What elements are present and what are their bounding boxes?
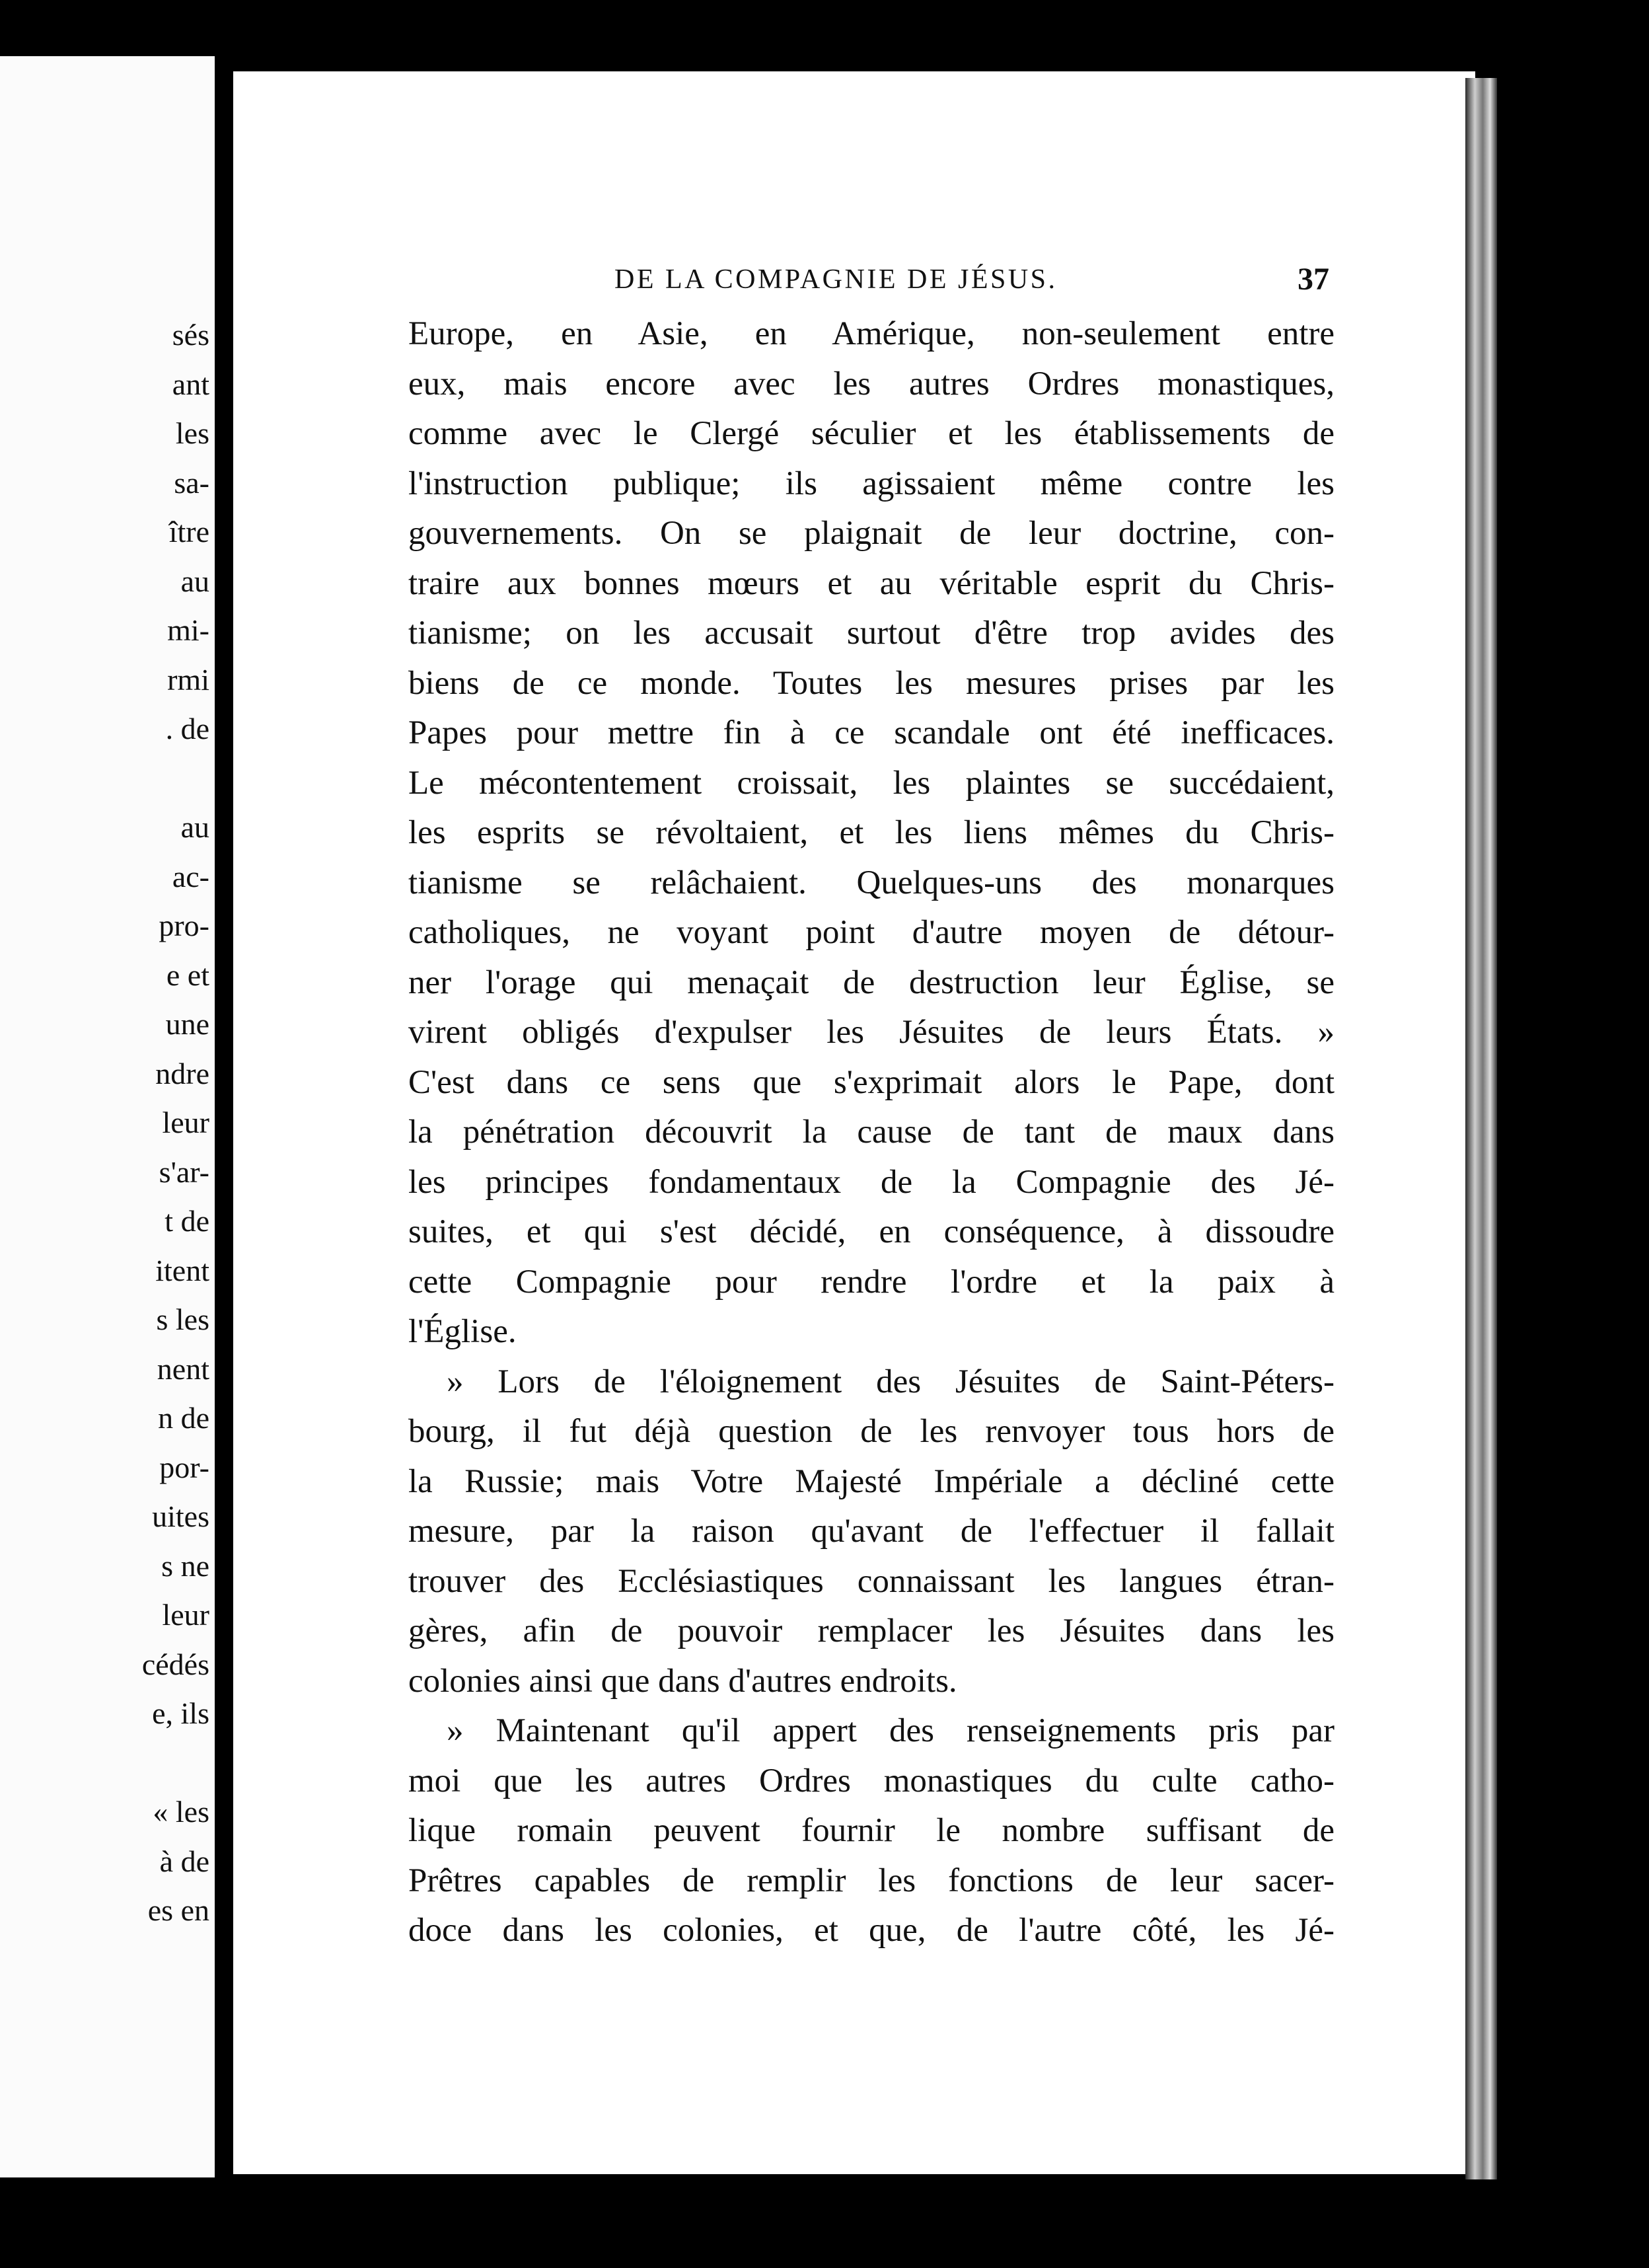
left-page-fragment: e, ils	[152, 1696, 209, 1730]
left-page-fragment: itent	[155, 1253, 209, 1287]
text-line: tianisme; on les accusait surtout d'être trop avides des	[408, 615, 1335, 652]
text-line: C'est dans ce sens que s'exprimait alors le Pape, dont	[408, 1063, 1335, 1101]
left-page-fragment: cédés	[141, 1647, 209, 1681]
left-page-fragment: por-	[159, 1450, 209, 1484]
left-page-fragment: ac-	[172, 859, 209, 893]
text-line: tianisme se relâchaient. Quelques-uns des monarques	[408, 864, 1335, 901]
text-line: Papes pour mettre fin à ce scandale ont été inefficaces.	[408, 714, 1335, 751]
text-line: traire aux bonnes mœurs et au véritable esprit du Chris-	[408, 564, 1335, 602]
running-head	[614, 256, 1329, 303]
text-line: gouvernements. On se plaignait de leur doctrine, con-	[408, 515, 1335, 552]
left-page-fragment: pro-	[159, 909, 209, 942]
text-line: les principes fondamentaux de la Compagnie des Jé-	[408, 1163, 1335, 1201]
body-text	[408, 309, 1335, 1956]
text-line: l'instruction publique; ils agissaient même contre les	[408, 465, 1335, 502]
text-line: trouver des Ecclésiastiques connaissant les langues étran-	[408, 1562, 1335, 1600]
text-line: ner l'orage qui menaçait de destruction leur Église, se	[408, 964, 1335, 1001]
text-line: Prêtres capables de remplir les fonctions de leur sacer-	[408, 1862, 1335, 1899]
left-page-fragment: les	[175, 416, 209, 450]
left-page-fragment: ître	[168, 515, 209, 548]
text-line: » Maintenant qu'il appert des renseignements pris par	[447, 1712, 1335, 1749]
left-page-fragment: nent	[157, 1351, 209, 1386]
left-page-fragment: à de	[159, 1844, 209, 1878]
left-page-fragment: leur	[162, 1106, 209, 1139]
left-page-fragment	[11, 754, 209, 804]
left-page-fragment: au	[180, 564, 209, 598]
left-page-fragment: t de	[165, 1204, 209, 1238]
left-page-fragment: « les	[153, 1795, 209, 1829]
text-line: eux, mais encore avec les autres Ordres monastiques,	[408, 365, 1335, 402]
left-page-fragment: uites	[152, 1499, 209, 1533]
left-page-fragment	[11, 1739, 209, 1788]
text-line: colonies ainsi que dans d'autres endroits.	[408, 1662, 957, 1700]
text-line: Le mécontentement croissait, les plaintes se succédaient,	[408, 764, 1335, 802]
book-gutter	[215, 56, 233, 2177]
text-line: moi que les autres Ordres monastiques du culte catho-	[408, 1762, 1335, 1799]
text-line: les esprits se révoltaient, et les liens mêmes du Chris-	[408, 814, 1335, 851]
left-page-text-fragments	[11, 311, 209, 1936]
left-page-fragment: sés	[172, 318, 209, 352]
left-page-fragment: une	[165, 1007, 209, 1041]
left-page-fragment: . de	[165, 712, 209, 745]
left-page-fragment: mi-	[167, 613, 209, 647]
text-line: biens de ce monde. Toutes les mesures prises par les	[408, 664, 1335, 702]
page-number: 37	[1298, 262, 1329, 297]
text-line: comme avec le Clergé séculier et les établissements de	[408, 415, 1335, 452]
left-page-edge	[0, 56, 215, 2177]
text-line: suites, et qui s'est décidé, en conséquence, à dissoudre	[408, 1213, 1335, 1250]
text-line: la pénétration découvrit la cause de tant de maux dans	[408, 1114, 1335, 1151]
left-page-fragment: s ne	[161, 1548, 209, 1583]
text-line: Europe, en Asie, en Amérique, non-seulement entre	[408, 315, 1335, 352]
left-page-fragment: rmi	[167, 662, 209, 697]
left-page-fragment: leur	[162, 1598, 209, 1632]
left-page-fragment: es en	[147, 1893, 209, 1927]
left-page-fragment: au	[180, 810, 209, 844]
left-page-fragment: n de	[158, 1401, 209, 1435]
text-line: virent obligés d'expulser les Jésuites de leurs États. »	[408, 1014, 1335, 1051]
text-line: bourg, il fut déjà question de les renvoyer tous hors de	[408, 1413, 1335, 1450]
text-line: cette Compagnie pour rendre l'ordre et la paix à	[408, 1263, 1335, 1301]
running-head-title: DE LA COMPAGNIE DE JÉSUS.	[614, 264, 1058, 295]
text-line: lique romain peuvent fournir le nombre suffisant de	[408, 1812, 1335, 1849]
text-line: gères, afin de pouvoir remplacer les Jésuites dans les	[408, 1612, 1335, 1649]
page-stack-edge	[1465, 78, 1497, 2179]
text-line: mesure, par la raison qu'avant de l'effectuer il fallait	[408, 1513, 1335, 1550]
text-line: l'Église.	[408, 1313, 517, 1350]
text-line: catholiques, ne voyant point d'autre moyen de détour-	[408, 914, 1335, 951]
text-line: doce dans les colonies, et que, de l'autre côté, les Jé-	[408, 1912, 1335, 1949]
left-page-fragment: ant	[172, 367, 209, 401]
text-line: la Russie; mais Votre Majesté Impériale a décliné cette	[408, 1462, 1335, 1500]
left-page-fragment: s'ar-	[159, 1154, 209, 1189]
left-page-fragment: s les	[156, 1303, 209, 1336]
left-page-fragment: e et	[166, 958, 209, 992]
left-page-fragment: sa-	[174, 465, 209, 500]
text-line: » Lors de l'éloignement des Jésuites de Saint-Péters-	[447, 1363, 1335, 1400]
left-page-fragment: ndre	[155, 1056, 209, 1090]
